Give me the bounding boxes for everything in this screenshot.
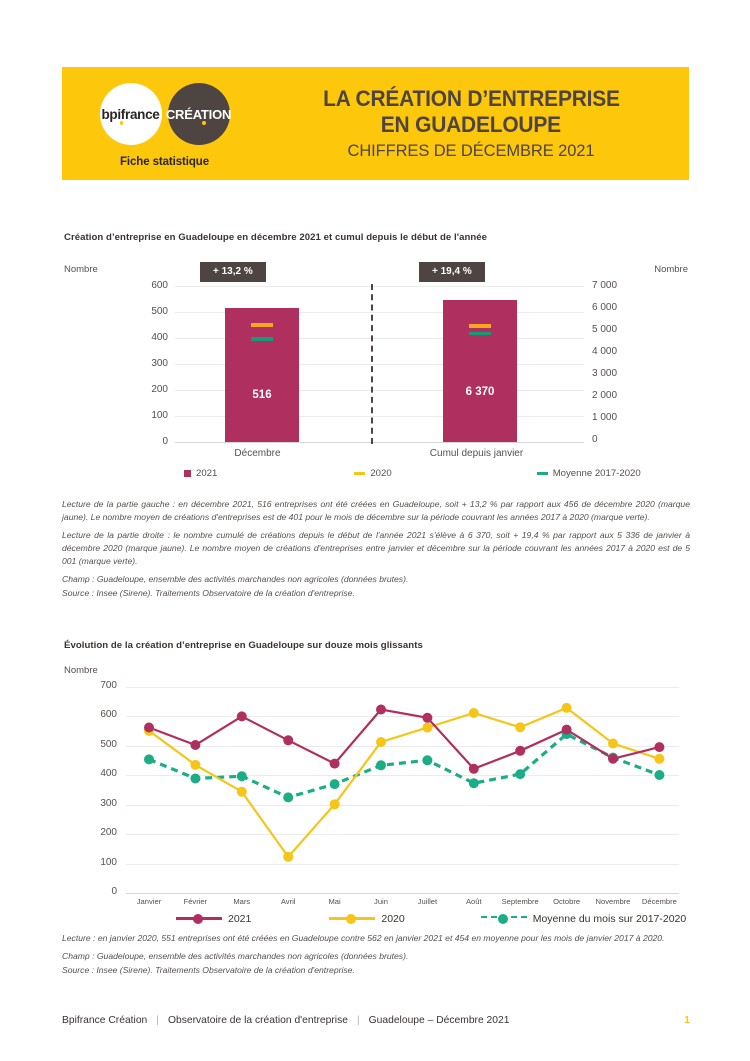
chart1-right-tick: 0	[592, 434, 598, 445]
chart1-legend	[64, 468, 688, 479]
footer-divider: |	[156, 1014, 159, 1026]
chart2-axis-name: Nombre	[64, 665, 98, 676]
chart1-plot-area	[175, 286, 584, 442]
chart1-right-axis-name: Nombre	[654, 264, 688, 275]
chart2-category: Décembre	[641, 897, 677, 906]
bpifrance-logo-dot-icon	[120, 121, 124, 125]
chart2-category: Janvier	[136, 897, 162, 906]
header-title-block	[267, 67, 689, 180]
chart2-category: Février	[183, 897, 208, 906]
legend2-item-2020[interactable]	[329, 912, 404, 925]
page-number: 1	[684, 1014, 690, 1026]
chart2-legend	[64, 912, 688, 925]
chart1-right-tick: 2 000	[592, 390, 618, 401]
chart1-note-left: Lecture de la partie gauche : en décembre 2021, 516 entreprises ont été créées en Guadeloupe, soit + 13,2 % par rapport aux 456 de décembre 2020 (marque jaune). Le nombre moyen de créations d'entreprises est de 401 pour le mois de décembre sur la période couvrant les années 2017 à 2020 (marque verte).	[62, 499, 690, 523]
chart2-category: Août	[465, 897, 482, 906]
chart2-tick: 0	[111, 886, 117, 897]
chart2-source: Source : Insee (Sirene). Traitements Observatoire de la création d'entreprise.	[62, 965, 355, 976]
fiche-statistique-label: Fiche statistique	[119, 156, 210, 168]
chart1-champ: Champ : Guadeloupe, ensemble des activités marchandes non agricoles (données brutes).	[62, 574, 409, 585]
legend-line-marker-icon	[329, 912, 375, 925]
footer-divider: |	[356, 1014, 360, 1026]
header-logo-block	[62, 67, 267, 180]
legend-dashed-line-marker-icon	[481, 912, 527, 925]
series-2021-line	[149, 710, 659, 769]
bar-cumul[interactable]	[443, 300, 517, 442]
chart2-note-lecture: Lecture : en janvier 2020, 551 entreprises ont été créées en Guadeloupe contre 562 en janvier 2021 et 454 en moyenne pour les mois de janvier 2017 à 2020.	[62, 933, 665, 943]
chart1-category-cumul: Cumul depuis janvier	[429, 448, 524, 459]
chart1-right-tick: 3 000	[592, 368, 618, 379]
bar-cumul-marker-2020	[469, 324, 491, 328]
chart1-title: Création d’entreprise en Guadeloupe en décembre 2021 et cumul depuis le début de l'année	[64, 232, 488, 243]
chart1-left-tick: 200	[151, 384, 168, 395]
series-moyenne-line	[149, 734, 659, 797]
chart2-tick: 600	[100, 709, 117, 721]
page-title-line1: LA CRÉATION D’ENTREPRISE	[322, 85, 620, 111]
chart2-plot-area	[126, 687, 679, 893]
legend1-item-2020[interactable]	[354, 468, 391, 479]
bar-decembre-marker-moyenne	[251, 337, 273, 341]
bar-decembre-value: 516	[252, 388, 272, 401]
legend1-item-moyenne[interactable]	[537, 468, 641, 479]
chart1-left-tick: 100	[151, 410, 168, 421]
bar-cumul-marker-moyenne	[469, 332, 491, 336]
chart1-right-tick: 7 000	[592, 280, 618, 291]
page-title-line2: EN GUADELOUPE	[380, 111, 562, 137]
chart2-category: Juillet	[417, 897, 438, 906]
header-banner	[62, 67, 689, 180]
chart2-tick: 300	[100, 797, 117, 809]
chart2-tick: 700	[100, 680, 117, 691]
gridline-baseline	[126, 893, 679, 894]
footer	[62, 1014, 690, 1026]
legend2-item-moyenne[interactable]	[481, 912, 687, 925]
legend-line-marker-icon	[176, 912, 222, 925]
creation-logo	[165, 83, 232, 145]
chart2-category: Octobre	[553, 897, 581, 906]
legend2-label: 2020	[381, 912, 405, 925]
bar-cumul-value: 6 370	[465, 386, 495, 398]
chart1-left-tick: 300	[151, 358, 168, 369]
chart1-right-tick: 4 000	[592, 346, 618, 357]
bpifrance-logo-label: bpifrance	[101, 106, 160, 122]
chart1-left-tick: 0	[162, 436, 168, 447]
chart2-category: Novembre	[595, 897, 631, 906]
chart2-category: Septembre	[501, 897, 539, 906]
legend2-label: Moyenne du mois sur 2017-2020	[532, 912, 687, 925]
legend2-item-2021[interactable]	[176, 912, 251, 925]
legend-square-icon	[184, 470, 191, 477]
page-subtitle: CHIFFRES DE DÉCEMBRE 2021	[347, 142, 595, 161]
chart2-champ: Champ : Guadeloupe, ensemble des activités marchandes non agricoles (données brutes).	[62, 951, 409, 962]
chart2-tick: 200	[100, 827, 117, 839]
chart1-source: Source : Insee (Sirene). Traitements Observatoire de la création d'entreprise.	[62, 588, 355, 599]
creation-logo-label: CRÉATION	[165, 106, 232, 122]
chart2-category: Mars	[233, 897, 251, 906]
chart1-category-decembre: Décembre	[234, 448, 281, 459]
chart1-right-tick: 1 000	[592, 412, 618, 423]
chart2-series-svg	[126, 687, 679, 893]
chart2-tick: 500	[100, 738, 117, 750]
creation-logo-dot-icon	[202, 121, 206, 125]
chart1-note-right: Lecture de la partie droite : le nombre cumulé de créations depuis le début de l'année 2021 s'élève à 6 370, soit + 19,4 % par rapport aux 5 336 de janvier à décembre 2020 (marque jaune). Le nombre moyen de créations d'entreprises entre janvier et décembre sur la période couvrant les années 2017 à 2020 est de 5 001 (marque verte).	[62, 530, 690, 567]
badge-cumul-variation: + 19,4 %	[419, 262, 485, 282]
footer-item-region-date: Guadeloupe – Décembre 2021	[368, 1014, 510, 1026]
logo-row	[100, 83, 230, 145]
legend-line-icon	[537, 472, 548, 475]
chart1-right-tick: 5 000	[592, 324, 618, 335]
bar-decembre-marker-2020	[251, 323, 273, 327]
legend1-item-2021[interactable]	[184, 468, 217, 479]
chart1-left-axis-name: Nombre	[64, 264, 98, 275]
chart2-notes	[62, 932, 690, 977]
chart1-notes	[62, 498, 690, 600]
bar-chart	[64, 262, 688, 490]
legend1-label: 2021	[196, 468, 218, 479]
chart1-left-tick: 600	[151, 280, 168, 291]
series-moyenne-markers	[144, 729, 664, 802]
chart1-separator	[371, 284, 373, 444]
series-2020-line	[149, 708, 659, 857]
chart2-title: Évolution de la création d’entreprise en Guadeloupe sur douze mois glissants	[64, 640, 423, 651]
bar-decembre[interactable]	[225, 308, 299, 442]
series-2020-markers	[144, 703, 664, 862]
footer-item-bpifrance: Bpifrance Création	[62, 1014, 148, 1026]
legend1-label: 2020	[370, 468, 392, 479]
gridline-baseline	[175, 442, 584, 443]
footer-item-observatoire: Observatoire de la création d'entreprise	[167, 1014, 348, 1026]
chart1-right-tick: 6 000	[592, 302, 618, 313]
chart1-left-tick: 500	[151, 306, 168, 317]
line-chart	[64, 665, 688, 915]
bpifrance-logo	[100, 83, 162, 145]
badge-decembre-variation: + 13,2 %	[200, 262, 266, 282]
chart2-category: Avril	[280, 897, 296, 906]
chart2-category: Mai	[328, 897, 341, 906]
chart2-tick: 100	[100, 856, 117, 868]
gridline	[175, 286, 584, 287]
legend-line-icon	[354, 472, 365, 475]
chart2-tick: 400	[100, 768, 117, 780]
legend2-label: 2021	[228, 912, 252, 925]
chart2-category: Juin	[374, 897, 388, 906]
legend1-label: Moyenne 2017-2020	[552, 468, 641, 479]
chart1-left-tick: 400	[151, 332, 168, 343]
